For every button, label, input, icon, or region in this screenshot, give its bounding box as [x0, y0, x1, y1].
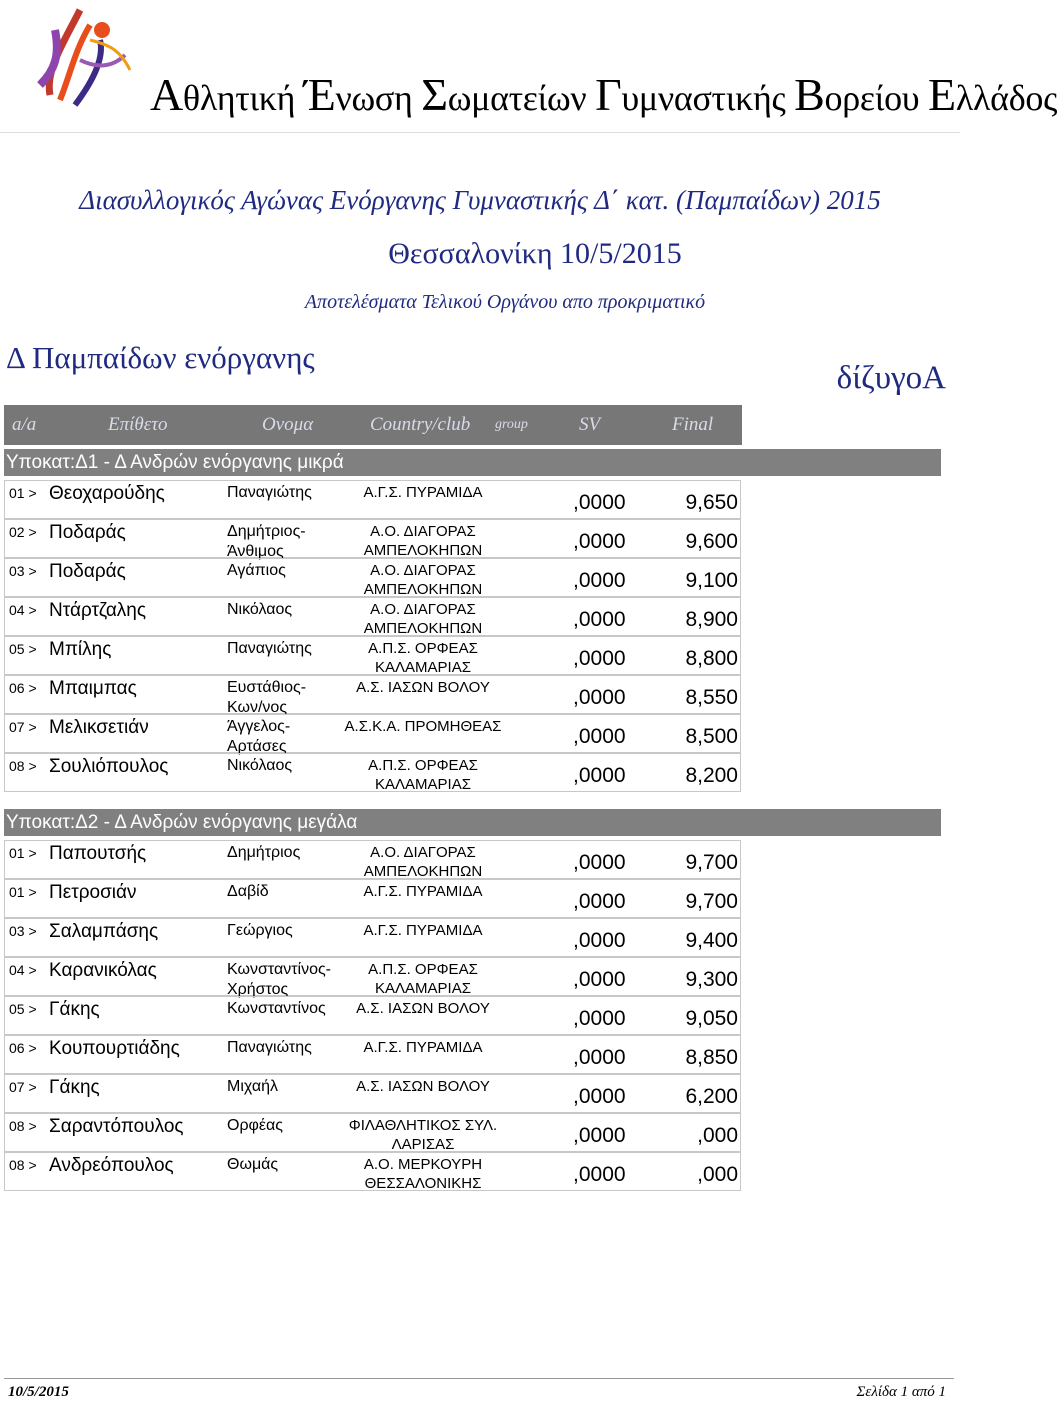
col-aa: a/a: [12, 414, 37, 435]
club-cell: Α.Γ.Σ. ΠΥΡΑΜΙΔΑ: [363, 1039, 483, 1056]
org-part-2: Ένωση: [303, 69, 422, 120]
rank-cell: 05 >: [9, 1001, 37, 1017]
first-name-cell: Μιχαήλ: [227, 1078, 278, 1095]
surname-cell: Πετροσιάν: [49, 882, 137, 903]
col-group: group: [495, 417, 528, 432]
final-score-cell: 9,650: [685, 491, 738, 514]
surname-cell: Γάκης: [49, 1077, 100, 1098]
footer-divider: [4, 1378, 954, 1379]
first-name-cell: Ευστάθιος-Κων/νος: [227, 679, 307, 716]
final-score-cell: 9,300: [685, 968, 738, 991]
first-name-cell: Δημήτριος-Άνθιμος: [227, 523, 306, 560]
surname-cell: Παπουτσής: [49, 843, 147, 864]
table-row: [4, 1113, 741, 1152]
rank-cell: 08 >: [9, 1157, 37, 1173]
table-row: [4, 1035, 741, 1074]
table-row: [4, 597, 741, 636]
subcategory-header: Υποκατ:Δ1 - Δ Ανδρών ενόργανης μικρά: [4, 449, 941, 476]
table-row: [4, 714, 741, 753]
sv-score-cell: ,0000: [573, 569, 626, 592]
final-score-cell: 9,700: [685, 851, 738, 874]
organization-name: [150, 68, 1057, 121]
club-cell: Α.Ο. ΔΙΑΓΟΡΑΣ ΑΜΠΕΛΟΚΗΠΩΝ: [363, 844, 483, 880]
final-score-cell: 6,200: [685, 1085, 738, 1108]
surname-cell: Γάκης: [49, 999, 100, 1020]
sv-score-cell: ,0000: [573, 1046, 626, 1069]
rank-cell: 07 >: [9, 719, 37, 735]
rank-cell: 06 >: [9, 680, 37, 696]
sv-score-cell: ,0000: [573, 608, 626, 631]
table-row: [4, 918, 741, 957]
rank-cell: 08 >: [9, 1118, 37, 1134]
surname-cell: Ποδαράς: [49, 561, 126, 582]
col-surname: Επίθετο: [108, 414, 168, 435]
col-club: Country/club: [370, 414, 471, 435]
club-cell: Α.Π.Σ. ΟΡΦΕΑΣ ΚΑΛΑΜΑΡΙΑΣ: [368, 640, 478, 676]
sv-score-cell: ,0000: [573, 890, 626, 913]
col-name: Ονομα: [262, 414, 314, 435]
club-cell: Α.Ο. ΜΕΡΚΟΥΡΗ ΘΕΣΣΑΛΟΝΙΚΗΣ: [363, 1156, 483, 1192]
category-label: Δ Παμπαίδων ενόργανης: [6, 340, 315, 375]
surname-cell: Κουπουρτιάδης: [49, 1038, 180, 1059]
first-name-cell: Κωνσταντίνος: [227, 1000, 326, 1017]
rank-cell: 01 >: [9, 485, 37, 501]
final-score-cell: 8,850: [685, 1046, 738, 1069]
surname-cell: Ποδαράς: [49, 522, 126, 543]
org-part-1: Αθλητική: [150, 69, 304, 120]
club-cell: Α.Σ. ΙΑΣΩΝ ΒΟΛΟΥ: [356, 1078, 490, 1095]
final-score-cell: 9,100: [685, 569, 738, 592]
table-row: [4, 519, 741, 558]
sv-score-cell: ,0000: [573, 764, 626, 787]
rank-cell: 02 >: [9, 524, 37, 540]
sv-score-cell: ,0000: [573, 851, 626, 874]
sv-score-cell: ,0000: [573, 725, 626, 748]
org-part-6: Ελλάδος: [928, 69, 1057, 120]
surname-cell: Μπαιμπας: [49, 678, 137, 699]
first-name-cell: Δημήτριος: [227, 844, 301, 861]
rank-cell: 07 >: [9, 1079, 37, 1095]
rank-cell: 05 >: [9, 641, 37, 657]
table-row: [4, 840, 741, 879]
final-score-cell: 8,200: [685, 764, 738, 787]
org-part-4: Γυμναστικής: [595, 69, 795, 120]
club-cell: Α.Ο. ΔΙΑΓΟΡΑΣ ΑΜΠΕΛΟΚΗΠΩΝ: [363, 523, 483, 559]
table-row: [4, 675, 741, 714]
table-row: [4, 636, 741, 675]
club-cell: Α.Σ. ΙΑΣΩΝ ΒΟΛΟΥ: [356, 679, 490, 696]
table-row: [4, 957, 741, 996]
column-header-bar: [4, 405, 742, 445]
first-name-cell: Νικόλαος: [227, 601, 293, 618]
org-part-5: Βορείου: [794, 69, 929, 120]
results-caption: Αποτελέσματα Τελικού Οργάνου απο προκριματικό: [304, 291, 706, 313]
surname-cell: Μπίλης: [49, 639, 112, 660]
event-location-date: Θεσσαλονίκη 10/5/2015: [388, 237, 682, 270]
rank-cell: 04 >: [9, 962, 37, 978]
surname-cell: Μελικσετιάν: [49, 717, 149, 738]
first-name-cell: Αγάπιος: [227, 562, 286, 579]
rank-cell: 04 >: [9, 602, 37, 618]
col-sv: SV: [579, 414, 601, 435]
table-row: [4, 480, 741, 519]
sv-score-cell: ,0000: [573, 929, 626, 952]
first-name-cell: Κωνσταντίνος-Χρήστος: [227, 961, 331, 998]
final-score-cell: 9,700: [685, 890, 738, 913]
table-row: [4, 558, 741, 597]
club-cell: Α.Γ.Σ. ΠΥΡΑΜΙΔΑ: [363, 883, 483, 900]
final-score-cell: 9,600: [685, 530, 738, 553]
rank-cell: 01 >: [9, 845, 37, 861]
subcategory-header: Υποκατ:Δ2 - Δ Ανδρών ενόργανης μεγάλα: [4, 809, 941, 836]
rank-cell: 08 >: [9, 758, 37, 774]
rank-cell: 01 >: [9, 884, 37, 900]
first-name-cell: Νικόλαος: [227, 757, 293, 774]
club-cell: ΦΙΛΑΘΛΗΤΙΚΟΣ ΣΥΛ. ΛΑΡΙΣΑΣ: [348, 1117, 498, 1153]
gymnast-ribbon-logo: [20, 0, 145, 110]
club-cell: Α.Γ.Σ. ΠΥΡΑΜΙΔΑ: [363, 484, 483, 501]
sv-score-cell: ,0000: [573, 1007, 626, 1030]
surname-cell: Ανδρεόπουλος: [49, 1155, 174, 1176]
surname-cell: Καρανικόλας: [49, 960, 157, 981]
footer-date: 10/5/2015: [8, 1384, 69, 1400]
first-name-cell: Δαβίδ: [227, 883, 269, 900]
final-score-cell: 8,500: [685, 725, 738, 748]
sv-score-cell: ,0000: [573, 968, 626, 991]
club-cell: Α.Ο. ΔΙΑΓΟΡΑΣ ΑΜΠΕΛΟΚΗΠΩΝ: [363, 562, 483, 598]
club-cell: Α.Σ. ΙΑΣΩΝ ΒΟΛΟΥ: [356, 1000, 490, 1017]
final-score-cell: 8,800: [685, 647, 738, 670]
surname-cell: Ντάρτζαλης: [49, 600, 147, 621]
sv-score-cell: ,0000: [573, 647, 626, 670]
table-row: [4, 879, 741, 918]
final-score-cell: 8,900: [685, 608, 738, 631]
rank-cell: 03 >: [9, 563, 37, 579]
surname-cell: Σαραντόπουλος: [49, 1116, 184, 1137]
first-name-cell: Άγγελος-Αρτάσες: [227, 718, 291, 755]
apparatus-label: δίζυγοΑ: [836, 360, 946, 396]
final-score-cell: 8,550: [685, 686, 738, 709]
header-divider: [0, 132, 960, 133]
final-score-cell: 9,400: [685, 929, 738, 952]
club-cell: Α.Π.Σ. ΟΡΦΕΑΣ ΚΑΛΑΜΑΡΙΑΣ: [368, 961, 478, 997]
col-final: Final: [672, 414, 714, 435]
first-name-cell: Παναγιώτης: [227, 1039, 312, 1056]
table-row: [4, 753, 741, 792]
sv-score-cell: ,0000: [573, 686, 626, 709]
club-cell: Α.Ο. ΔΙΑΓΟΡΑΣ ΑΜΠΕΛΟΚΗΠΩΝ: [363, 601, 483, 637]
final-score-cell: ,000: [697, 1163, 738, 1186]
rank-cell: 06 >: [9, 1040, 37, 1056]
first-name-cell: Παναγιώτης: [227, 484, 312, 501]
surname-cell: Θεοχαρούδης: [49, 483, 165, 504]
first-name-cell: Γεώργιος: [227, 922, 293, 939]
footer-page-number: Σελίδα 1 από 1: [856, 1384, 946, 1400]
rank-cell: 03 >: [9, 923, 37, 939]
table-row: [4, 996, 741, 1035]
table-row: [4, 1074, 741, 1113]
table-row: [4, 1152, 741, 1191]
sv-score-cell: ,0000: [573, 1124, 626, 1147]
club-cell: Α.Γ.Σ. ΠΥΡΑΜΙΔΑ: [363, 922, 483, 939]
final-score-cell: ,000: [697, 1124, 738, 1147]
sv-score-cell: ,0000: [573, 530, 626, 553]
sv-score-cell: ,0000: [573, 491, 626, 514]
club-cell: Α.Σ.Κ.Α. ΠΡΟΜΗΘΕΑΣ: [344, 718, 502, 735]
first-name-cell: Ορφέας: [227, 1117, 284, 1134]
first-name-cell: Θωμάς: [227, 1156, 279, 1173]
final-score-cell: 9,050: [685, 1007, 738, 1030]
sv-score-cell: ,0000: [573, 1085, 626, 1108]
org-part-3: Σωματείων: [421, 69, 596, 120]
sv-score-cell: ,0000: [573, 1163, 626, 1186]
first-name-cell: Παναγιώτης: [227, 640, 312, 657]
surname-cell: Σουλιόπουλος: [49, 756, 169, 777]
competition-title: Διασυλλογικός Αγώνας Ενόργανης Γυμναστικής Δ΄ κατ. (Παμπαίδων) 2015: [79, 185, 881, 215]
surname-cell: Σαλαμπάσης: [49, 921, 159, 942]
club-cell: Α.Π.Σ. ΟΡΦΕΑΣ ΚΑΛΑΜΑΡΙΑΣ: [368, 757, 478, 793]
